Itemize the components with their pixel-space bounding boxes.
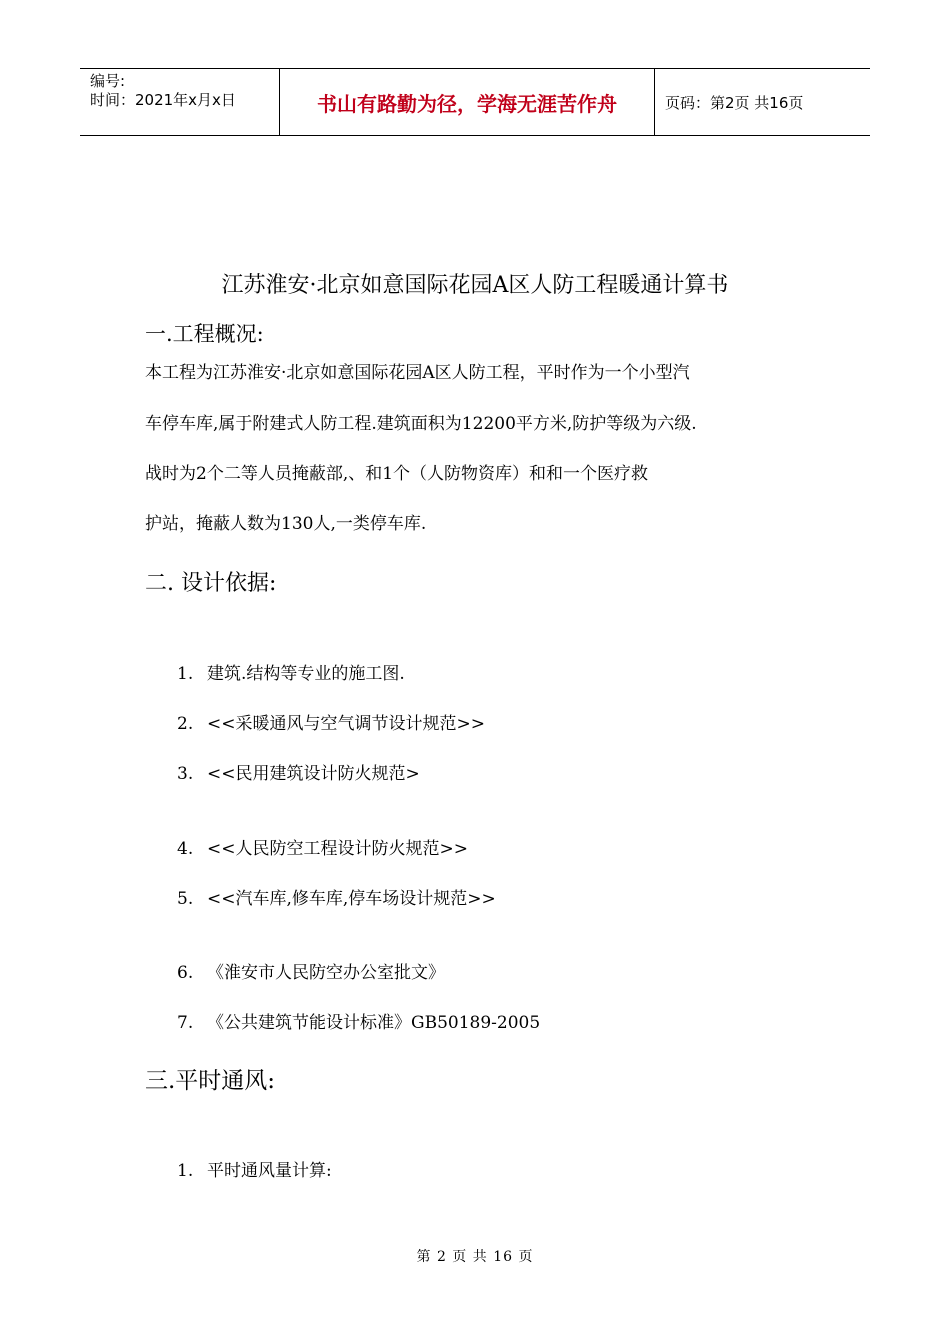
section1-line-3: 战时为2个二等人员掩蔽部,、和1个（人防物资库）和和一个医疗救 (145, 464, 649, 484)
document-title: 江苏淮安·北京如意国际花园A区人防工程暖通计算书 (221, 273, 729, 298)
header-motto: 书山有路勤为径，学海无涯苦作舟 (280, 69, 655, 135)
section1-line-4: 护站，掩蔽人数为130人,一类停车库. (145, 514, 427, 534)
list-item: 7. 《公共建筑节能设计标准》GB50189-2005 (177, 1013, 541, 1033)
list-item: 2. <<采暖通风与空气调节设计规范>> (177, 714, 485, 734)
header-page-info: 页码：第2页 共16页 (665, 93, 804, 112)
document-header (80, 68, 870, 136)
section1-heading: 一.工程概况: (145, 322, 264, 346)
list-item: 1. 建筑.结构等专业的施工图. (177, 664, 405, 684)
number-label: 编号: (90, 72, 126, 90)
time-label: 时间：2021年x月x日 (90, 91, 236, 109)
section2-heading: 二. 设计依据: (145, 571, 277, 596)
list-item: 6. 《淮安市人民防空办公室批文》 (177, 963, 445, 983)
page-footer: 第 2 页 共 16 页 (416, 1249, 534, 1265)
header-meta (80, 69, 280, 135)
list-item: 5. <<汽车库,修车库,停车场设计规范>> (177, 889, 496, 909)
list-item: 1. 平时通风量计算: (177, 1161, 332, 1181)
section3-heading: 三.平时通风: (145, 1068, 276, 1094)
section1-line-1: 本工程为江苏淮安·北京如意国际花园A区人防工程，平时作为一个小型汽 (145, 363, 690, 383)
section1-line-2: 车停车库,属于附建式人防工程.建筑面积为12200平方米,防护等级为六级. (145, 414, 697, 434)
list-item: 4. <<人民防空工程设计防火规范>> (177, 839, 468, 859)
list-item: 3. <<民用建筑设计防火规范> (177, 764, 420, 784)
